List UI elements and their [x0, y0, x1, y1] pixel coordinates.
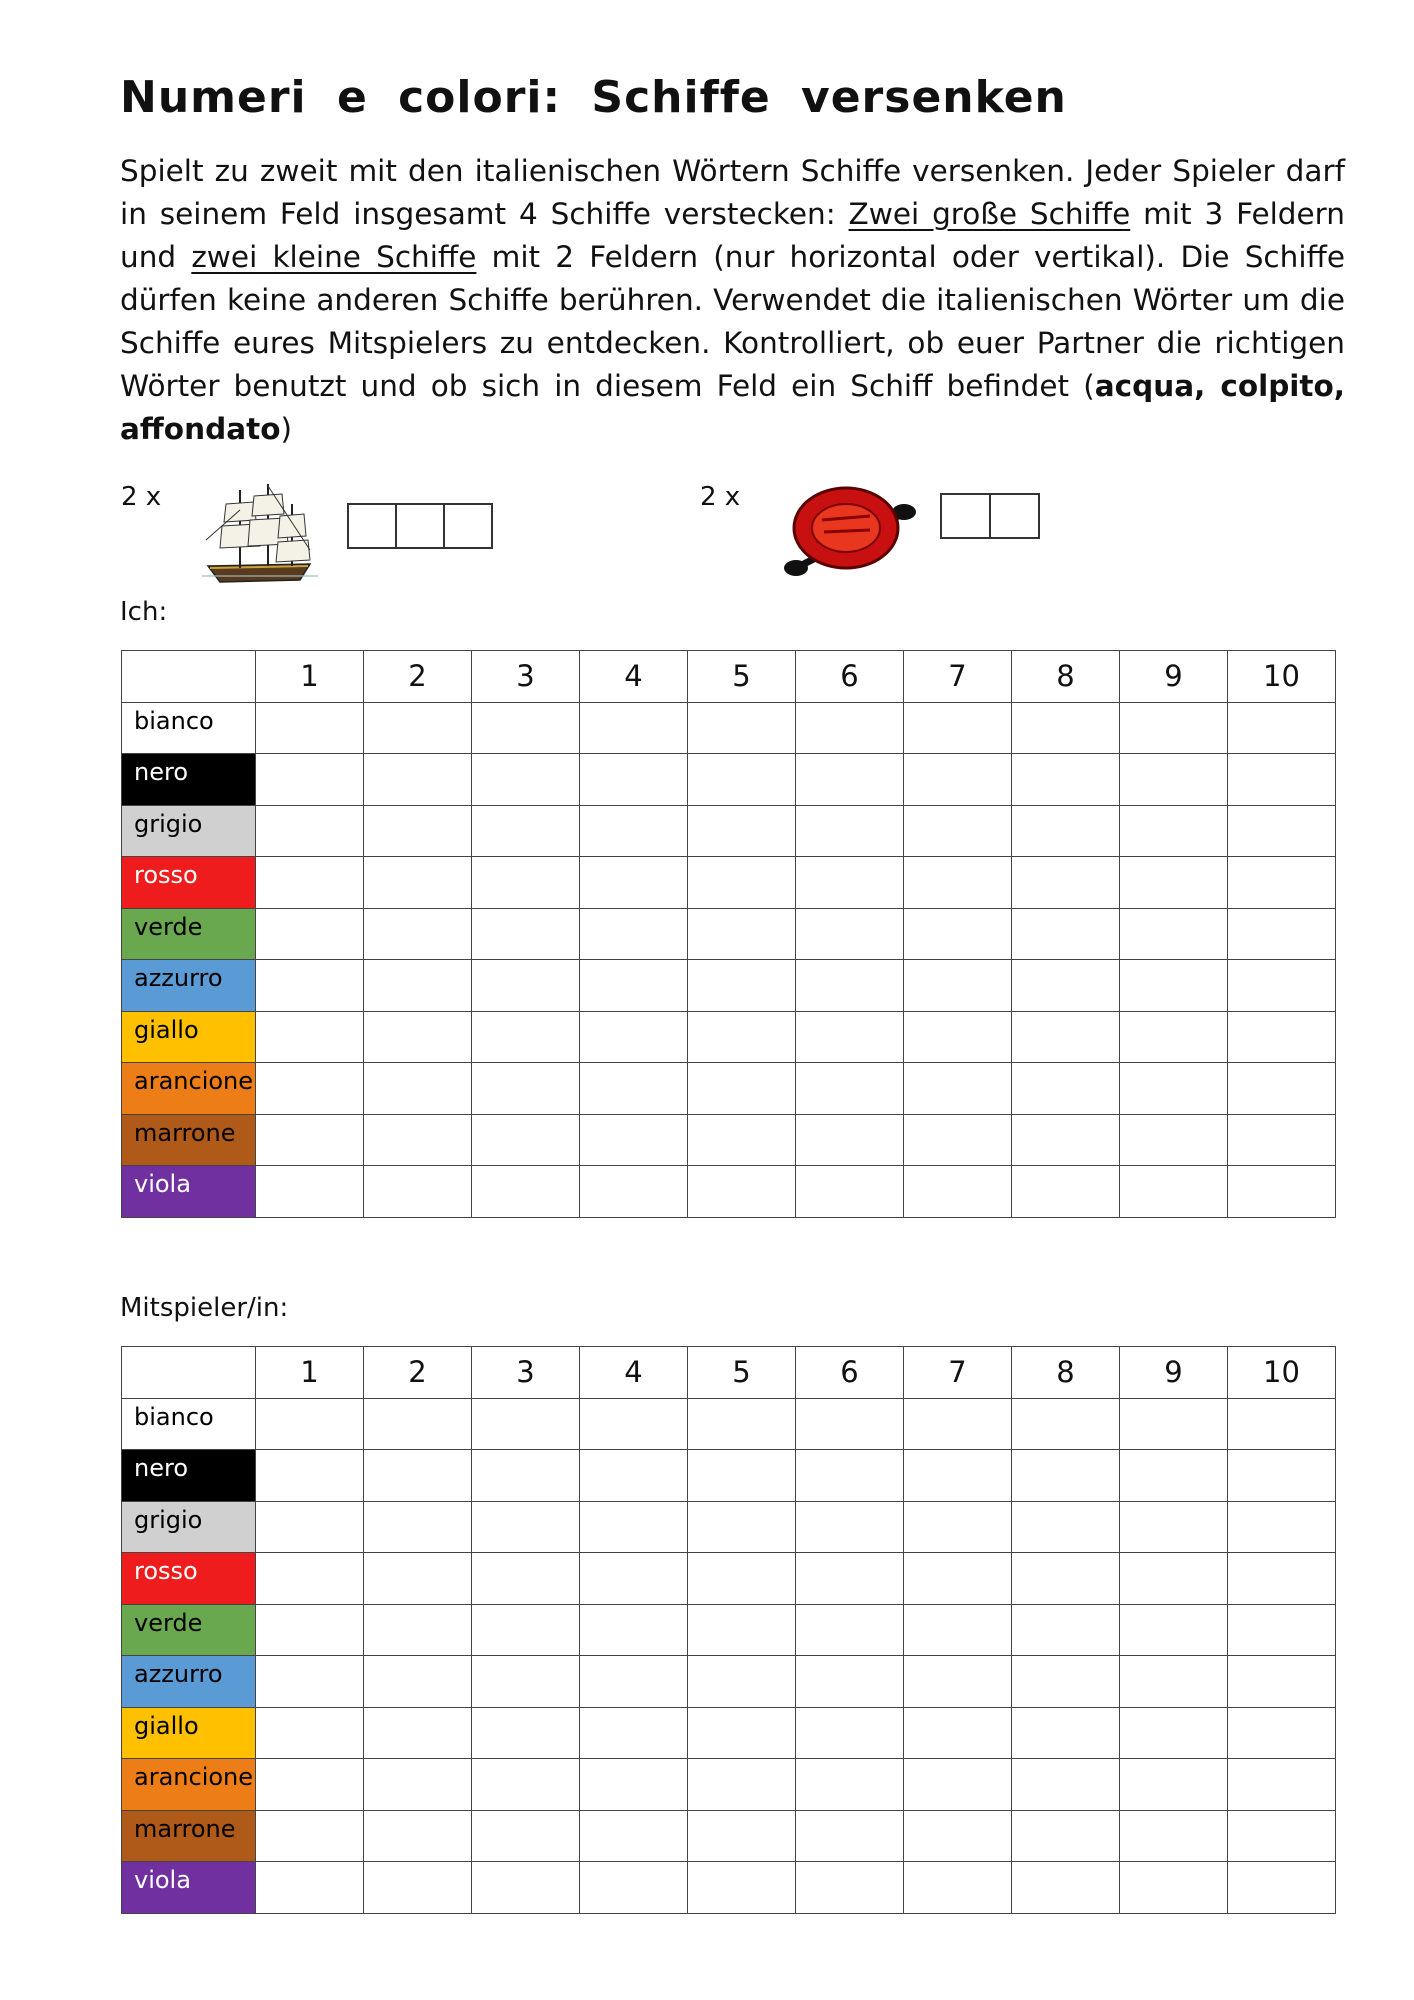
grid-cell[interactable]	[256, 1707, 364, 1759]
grid-cell[interactable]	[472, 1810, 580, 1862]
color-label-marrone: marrone	[122, 1114, 256, 1166]
grid-cell[interactable]	[688, 1501, 796, 1553]
grid-cell[interactable]	[1228, 1862, 1336, 1914]
grid-row-giallo	[122, 1011, 1336, 1063]
grid-cell[interactable]	[364, 1450, 472, 1502]
grid-cell[interactable]	[364, 1553, 472, 1605]
grid-cell[interactable]	[688, 702, 796, 754]
grid-row-grigio	[122, 1501, 1336, 1553]
grid-cell[interactable]	[472, 1604, 580, 1656]
grid-cell[interactable]	[904, 1063, 1012, 1115]
grid-cell[interactable]	[1012, 1604, 1120, 1656]
grid-cell[interactable]	[1120, 1114, 1228, 1166]
grid-cell[interactable]	[364, 908, 472, 960]
grid-row-giallo	[122, 1707, 1336, 1759]
ship-cell	[989, 493, 1040, 539]
color-label-verde: verde	[122, 1604, 256, 1656]
grid-cell[interactable]	[796, 805, 904, 857]
color-label-azzurro: azzurro	[122, 960, 256, 1012]
grid-cell[interactable]	[364, 754, 472, 806]
color-label-verde: verde	[122, 908, 256, 960]
color-label-giallo: giallo	[122, 1011, 256, 1063]
grid-cell[interactable]	[256, 1063, 364, 1115]
grid-cell[interactable]	[904, 1501, 1012, 1553]
column-number-1: 1	[256, 1347, 364, 1399]
grid-cell[interactable]	[796, 908, 904, 960]
grid-cell[interactable]	[472, 1759, 580, 1811]
grid-cell[interactable]	[688, 960, 796, 1012]
grid-cell[interactable]	[256, 857, 364, 909]
grid-cell[interactable]	[688, 1398, 796, 1450]
grid-cell[interactable]	[256, 1114, 364, 1166]
grid-cell[interactable]	[904, 805, 1012, 857]
grid-cell[interactable]	[1228, 1759, 1336, 1811]
grid-cell[interactable]	[472, 1011, 580, 1063]
column-number-6: 6	[796, 1347, 904, 1399]
color-label-viola: viola	[122, 1862, 256, 1914]
grid-cell[interactable]	[904, 1398, 1012, 1450]
grid-cell[interactable]	[1120, 1862, 1228, 1914]
grid-cell[interactable]	[796, 1604, 904, 1656]
grid-cell[interactable]	[364, 1011, 472, 1063]
grid-cell[interactable]	[472, 1553, 580, 1605]
intro-text-2: mit 3 Feldern und	[120, 197, 1345, 274]
grid-cell[interactable]	[364, 960, 472, 1012]
grid-header-row	[122, 651, 1336, 703]
grid-cell[interactable]	[1012, 1810, 1120, 1862]
grid-cell[interactable]	[472, 1166, 580, 1218]
grid-cell[interactable]	[688, 1759, 796, 1811]
grid-cell[interactable]	[1228, 1501, 1336, 1553]
grid-cell[interactable]	[1012, 1553, 1120, 1605]
color-label-rosso: rosso	[122, 1553, 256, 1605]
grid-cell[interactable]	[904, 908, 1012, 960]
grid-cell[interactable]	[796, 1450, 904, 1502]
grid-row-marrone	[122, 1810, 1336, 1862]
grid-cell[interactable]	[688, 1450, 796, 1502]
grid-row-viola	[122, 1862, 1336, 1914]
color-label-bianco: bianco	[122, 702, 256, 754]
grid-cell[interactable]	[364, 1063, 472, 1115]
grid-cell[interactable]	[904, 1166, 1012, 1218]
column-number-2: 2	[364, 651, 472, 703]
grid-cell[interactable]	[364, 702, 472, 754]
column-number-6: 6	[796, 651, 904, 703]
grid-row-verde	[122, 908, 1336, 960]
grid-cell[interactable]	[796, 1862, 904, 1914]
partner-grid-label: Mitspieler/in:	[120, 1293, 289, 1323]
grid-cell[interactable]	[256, 1011, 364, 1063]
grid-cell[interactable]	[256, 1450, 364, 1502]
grid-cell[interactable]	[688, 1011, 796, 1063]
grid-cell[interactable]	[688, 1707, 796, 1759]
grid-cell[interactable]	[1120, 1604, 1228, 1656]
grid-cell[interactable]	[472, 1501, 580, 1553]
grid-row-arancione	[122, 1759, 1336, 1811]
grid-cell[interactable]	[796, 1759, 904, 1811]
grid-cell[interactable]	[256, 754, 364, 806]
grid-cell[interactable]	[256, 1604, 364, 1656]
grid-cell[interactable]	[364, 1114, 472, 1166]
grid-cell[interactable]	[688, 754, 796, 806]
grid-cell[interactable]	[472, 754, 580, 806]
grid-cell[interactable]	[256, 1398, 364, 1450]
grid-cell[interactable]	[904, 1553, 1012, 1605]
color-label-nero: nero	[122, 754, 256, 806]
grid-cell[interactable]	[580, 1398, 688, 1450]
grid-row-nero	[122, 754, 1336, 806]
grid-cell[interactable]	[796, 857, 904, 909]
grid-cell[interactable]	[1228, 1398, 1336, 1450]
column-number-5: 5	[688, 651, 796, 703]
column-number-10: 10	[1228, 651, 1336, 703]
grid-cell[interactable]	[1012, 1656, 1120, 1708]
sailing-ship-icon	[200, 480, 320, 590]
grid-cell[interactable]	[904, 1759, 1012, 1811]
grid-row-marrone	[122, 1114, 1336, 1166]
my-grid-label: Ich:	[120, 597, 168, 627]
grid-row-bianco	[122, 1398, 1336, 1450]
grid-row-rosso	[122, 1553, 1336, 1605]
grid-cell[interactable]	[904, 754, 1012, 806]
grid-cell[interactable]	[796, 702, 904, 754]
grid-cell[interactable]	[1228, 1114, 1336, 1166]
grid-cell[interactable]	[580, 1656, 688, 1708]
grid-cell[interactable]	[904, 702, 1012, 754]
grid-cell[interactable]	[1120, 1656, 1228, 1708]
intro-text-1: Spielt zu zweit mit den italienischen Wörtern Schiffe versenken. Jeder Spieler darf in seinem Feld insgesamt 4 Schiffe verstecken:	[120, 154, 1345, 231]
grid-cell[interactable]	[1012, 1166, 1120, 1218]
grid-cell[interactable]	[1228, 1656, 1336, 1708]
column-number-5: 5	[688, 1347, 796, 1399]
grid-cell[interactable]	[364, 857, 472, 909]
grid-cell[interactable]	[1120, 1553, 1228, 1605]
column-number-8: 8	[1012, 651, 1120, 703]
color-label-arancione: arancione	[122, 1759, 256, 1811]
grid-cell[interactable]	[796, 1063, 904, 1115]
rubber-dinghy-icon	[782, 470, 917, 585]
partner-battleship-grid	[121, 1346, 1336, 1914]
grid-cell[interactable]	[1120, 1450, 1228, 1502]
grid-cell[interactable]	[688, 1862, 796, 1914]
grid-cell[interactable]	[1120, 857, 1228, 909]
grid-cell[interactable]	[472, 1862, 580, 1914]
color-label-marrone: marrone	[122, 1810, 256, 1862]
color-label-viola: viola	[122, 1166, 256, 1218]
grid-cell[interactable]	[688, 805, 796, 857]
grid-row-viola	[122, 1166, 1336, 1218]
grid-cell[interactable]	[1120, 1011, 1228, 1063]
column-number-2: 2	[364, 1347, 472, 1399]
grid-cell[interactable]	[364, 1759, 472, 1811]
small-ships-underlined: zwei kleine Schiffe	[191, 240, 477, 274]
color-label-giallo: giallo	[122, 1707, 256, 1759]
grid-cell[interactable]	[1228, 805, 1336, 857]
color-label-nero: nero	[122, 1450, 256, 1502]
grid-cell[interactable]	[904, 1604, 1012, 1656]
grid-cell[interactable]	[1012, 1114, 1120, 1166]
ship-cell	[395, 503, 445, 549]
grid-cell[interactable]	[580, 908, 688, 960]
grid-cell[interactable]	[1120, 1063, 1228, 1115]
column-number-10: 10	[1228, 1347, 1336, 1399]
grid-cell[interactable]	[1120, 960, 1228, 1012]
game-words: acqua, colpito, affondato	[120, 369, 1345, 446]
big-ships-underlined: Zwei große Schiffe	[848, 197, 1131, 231]
grid-corner-cell	[122, 651, 256, 703]
column-number-9: 9	[1120, 651, 1228, 703]
grid-cell[interactable]	[796, 960, 904, 1012]
grid-cell[interactable]	[1120, 1707, 1228, 1759]
grid-cell[interactable]	[472, 908, 580, 960]
grid-cell[interactable]	[580, 1114, 688, 1166]
grid-cell[interactable]	[580, 1553, 688, 1605]
grid-cell[interactable]	[904, 1114, 1012, 1166]
grid-cell[interactable]	[580, 1759, 688, 1811]
grid-cell[interactable]	[1120, 702, 1228, 754]
ship-cell	[347, 503, 397, 549]
grid-cell[interactable]	[1228, 754, 1336, 806]
grid-cell[interactable]	[904, 1707, 1012, 1759]
grid-cell[interactable]	[1228, 1166, 1336, 1218]
grid-cell[interactable]	[472, 702, 580, 754]
column-number-7: 7	[904, 651, 1012, 703]
grid-cell[interactable]	[1012, 857, 1120, 909]
grid-row-verde	[122, 1604, 1336, 1656]
grid-cell[interactable]	[1012, 1501, 1120, 1553]
grid-cell[interactable]	[1120, 1398, 1228, 1450]
grid-cell[interactable]	[472, 1114, 580, 1166]
grid-cell[interactable]	[1012, 1011, 1120, 1063]
grid-cell[interactable]	[796, 1810, 904, 1862]
column-number-4: 4	[580, 651, 688, 703]
grid-cell[interactable]	[904, 1450, 1012, 1502]
grid-cell[interactable]	[472, 1398, 580, 1450]
grid-cell[interactable]	[364, 1862, 472, 1914]
grid-cell[interactable]	[688, 857, 796, 909]
grid-cell[interactable]	[256, 1759, 364, 1811]
grid-cell[interactable]	[1012, 960, 1120, 1012]
grid-row-azzurro	[122, 960, 1336, 1012]
grid-cell[interactable]	[364, 1656, 472, 1708]
grid-cell[interactable]	[1012, 1759, 1120, 1811]
grid-cell[interactable]	[1012, 908, 1120, 960]
grid-cell[interactable]	[256, 1656, 364, 1708]
grid-cell[interactable]	[688, 1656, 796, 1708]
grid-cell[interactable]	[472, 1656, 580, 1708]
grid-cell[interactable]	[256, 1501, 364, 1553]
column-number-4: 4	[580, 1347, 688, 1399]
grid-cell[interactable]	[580, 805, 688, 857]
grid-cell[interactable]	[904, 1011, 1012, 1063]
grid-cell[interactable]	[1012, 1862, 1120, 1914]
grid-cell[interactable]	[580, 1501, 688, 1553]
grid-cell[interactable]	[580, 960, 688, 1012]
grid-cell[interactable]	[688, 1604, 796, 1656]
grid-cell[interactable]	[580, 1011, 688, 1063]
grid-row-bianco	[122, 702, 1336, 754]
grid-cell[interactable]	[796, 1114, 904, 1166]
column-number-1: 1	[256, 651, 364, 703]
grid-cell[interactable]	[1120, 1810, 1228, 1862]
grid-cell[interactable]	[796, 1166, 904, 1218]
color-label-arancione: arancione	[122, 1063, 256, 1115]
grid-cell[interactable]	[580, 857, 688, 909]
grid-cell[interactable]	[688, 1063, 796, 1115]
grid-cell[interactable]	[1228, 857, 1336, 909]
grid-row-rosso	[122, 857, 1336, 909]
column-number-3: 3	[472, 651, 580, 703]
grid-cell[interactable]	[472, 1707, 580, 1759]
grid-cell[interactable]	[580, 1604, 688, 1656]
big-ship-cells	[349, 503, 493, 549]
grid-cell[interactable]	[580, 1063, 688, 1115]
grid-cell[interactable]	[580, 754, 688, 806]
grid-cell[interactable]	[472, 805, 580, 857]
grid-cell[interactable]	[256, 1166, 364, 1218]
grid-cell[interactable]	[688, 1553, 796, 1605]
grid-cell[interactable]	[472, 960, 580, 1012]
ship-cell	[443, 503, 493, 549]
grid-cell[interactable]	[580, 1862, 688, 1914]
grid-cell[interactable]	[796, 1398, 904, 1450]
grid-cell[interactable]	[472, 857, 580, 909]
grid-cell[interactable]	[256, 702, 364, 754]
grid-cell[interactable]	[688, 1114, 796, 1166]
color-label-grigio: grigio	[122, 805, 256, 857]
grid-cell[interactable]	[1012, 1707, 1120, 1759]
grid-cell[interactable]	[1228, 960, 1336, 1012]
grid-cell[interactable]	[904, 960, 1012, 1012]
column-number-3: 3	[472, 1347, 580, 1399]
grid-cell[interactable]	[1228, 908, 1336, 960]
grid-cell[interactable]	[472, 1450, 580, 1502]
grid-cell[interactable]	[580, 1707, 688, 1759]
color-label-bianco: bianco	[122, 1398, 256, 1450]
intro-text-4: )	[280, 412, 292, 446]
grid-cell[interactable]	[904, 857, 1012, 909]
grid-cell[interactable]	[1012, 1398, 1120, 1450]
grid-cell[interactable]	[256, 960, 364, 1012]
intro-text-3: mit 2 Feldern (nur horizontal oder vertikal). Die Schiffe dürfen keine anderen Schiffe berühren. Verwendet die italienischen Wörter um die Schiffe eures Mitspielers zu entdecken. Kontrolliert, ob euer Partner die richtigen Wörter benutzt und ob sich in diesem Feld ein Schiff befindet (	[120, 240, 1346, 403]
grid-corner-cell	[122, 1347, 256, 1399]
grid-cell[interactable]	[1120, 754, 1228, 806]
grid-cell[interactable]	[1012, 754, 1120, 806]
grid-row-azzurro	[122, 1656, 1336, 1708]
grid-cell[interactable]	[796, 1656, 904, 1708]
grid-cell[interactable]	[688, 1166, 796, 1218]
grid-cell[interactable]	[796, 1553, 904, 1605]
my-battleship-grid	[121, 650, 1336, 1218]
grid-cell[interactable]	[1228, 702, 1336, 754]
grid-cell[interactable]	[796, 754, 904, 806]
grid-cell[interactable]	[1228, 1810, 1336, 1862]
grid-cell[interactable]	[688, 1810, 796, 1862]
grid-cell[interactable]	[364, 1604, 472, 1656]
grid-cell[interactable]	[1228, 1707, 1336, 1759]
instructions-paragraph	[120, 150, 1345, 451]
small-ship-count: 2 x	[700, 482, 741, 512]
grid-cell[interactable]	[364, 1810, 472, 1862]
color-label-grigio: grigio	[122, 1501, 256, 1553]
grid-cell[interactable]	[1120, 1501, 1228, 1553]
grid-cell[interactable]	[904, 1862, 1012, 1914]
grid-cell[interactable]	[796, 1011, 904, 1063]
grid-cell[interactable]	[796, 1707, 904, 1759]
grid-row-grigio	[122, 805, 1336, 857]
grid-cell[interactable]	[1228, 1553, 1336, 1605]
grid-cell[interactable]	[256, 1862, 364, 1914]
grid-cell[interactable]	[1228, 1604, 1336, 1656]
grid-cell[interactable]	[1228, 1011, 1336, 1063]
small-ship-cells	[942, 493, 1040, 539]
grid-cell[interactable]	[364, 1707, 472, 1759]
grid-cell[interactable]	[256, 908, 364, 960]
grid-cell[interactable]	[1228, 1450, 1336, 1502]
grid-cell[interactable]	[688, 908, 796, 960]
grid-cell[interactable]	[364, 805, 472, 857]
grid-cell[interactable]	[1120, 908, 1228, 960]
grid-cell[interactable]	[364, 1501, 472, 1553]
column-number-7: 7	[904, 1347, 1012, 1399]
grid-cell[interactable]	[1120, 805, 1228, 857]
grid-row-nero	[122, 1450, 1336, 1502]
grid-cell[interactable]	[580, 1810, 688, 1862]
grid-cell[interactable]	[256, 805, 364, 857]
grid-cell[interactable]	[580, 1450, 688, 1502]
grid-cell[interactable]	[1120, 1166, 1228, 1218]
grid-cell[interactable]	[904, 1810, 1012, 1862]
grid-row-arancione	[122, 1063, 1336, 1115]
grid-cell[interactable]	[1012, 702, 1120, 754]
ship-cell	[940, 493, 991, 539]
grid-cell[interactable]	[1012, 805, 1120, 857]
color-label-rosso: rosso	[122, 857, 256, 909]
column-number-9: 9	[1120, 1347, 1228, 1399]
grid-header-row	[122, 1347, 1336, 1399]
grid-cell[interactable]	[364, 1166, 472, 1218]
grid-cell[interactable]	[256, 1553, 364, 1605]
page-title: Numeri e colori: Schiffe versenken	[120, 72, 1067, 123]
grid-cell[interactable]	[1012, 1063, 1120, 1115]
grid-cell[interactable]	[256, 1810, 364, 1862]
grid-cell[interactable]	[904, 1656, 1012, 1708]
color-label-azzurro: azzurro	[122, 1656, 256, 1708]
column-number-8: 8	[1012, 1347, 1120, 1399]
grid-cell[interactable]	[1120, 1759, 1228, 1811]
grid-cell[interactable]	[796, 1501, 904, 1553]
big-ship-count: 2 x	[121, 482, 162, 512]
grid-cell[interactable]	[1012, 1450, 1120, 1502]
grid-cell[interactable]	[364, 1398, 472, 1450]
grid-cell[interactable]	[472, 1063, 580, 1115]
grid-cell[interactable]	[580, 1166, 688, 1218]
grid-cell[interactable]	[1228, 1063, 1336, 1115]
grid-cell[interactable]	[580, 702, 688, 754]
